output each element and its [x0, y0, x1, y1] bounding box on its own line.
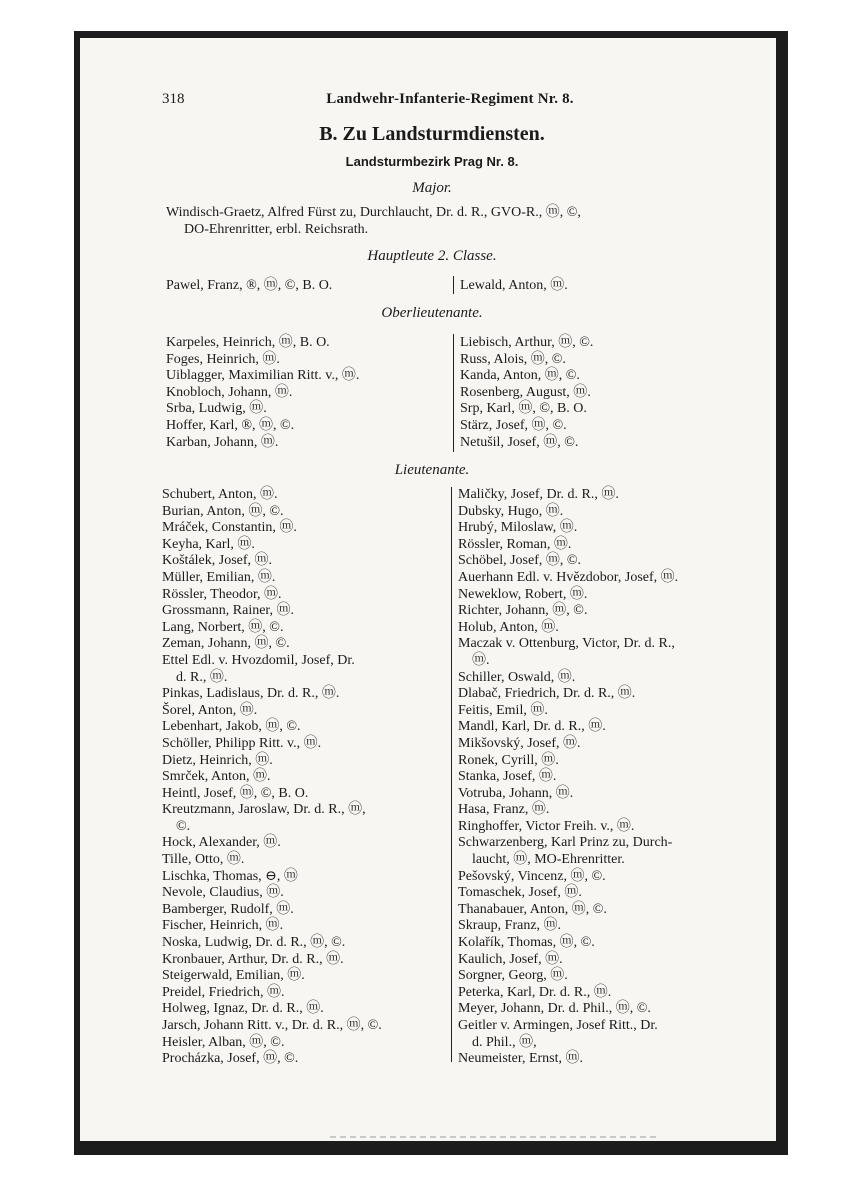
list-item: Tomaschek, Josef, ⓜ.	[458, 885, 582, 901]
list-item: Dlabač, Friedrich, Dr. d. R., ⓜ.	[458, 686, 636, 702]
list-item: Tille, Otto, ⓜ.	[162, 852, 245, 868]
list-item-continuation: ©.	[176, 818, 191, 834]
list-item: Mráček, Constantin, ⓜ.	[162, 520, 297, 536]
oberlieutenante-left-column	[166, 335, 448, 451]
list-item: Holub, Anton, ⓜ.	[458, 619, 559, 635]
list-item: Lang, Norbert, ⓜ, ©.	[162, 619, 284, 635]
list-item: Kanda, Anton, ⓜ, ©.	[460, 368, 580, 384]
list-item: Meyer, Johann, Dr. d. Phil., ⓜ, ©.	[458, 1001, 651, 1017]
list-item: Preidel, Friedrich, ⓜ.	[162, 984, 285, 1000]
list-item: Bamberger, Rudolf, ⓜ.	[162, 901, 294, 917]
list-item: Foges, Heinrich, ⓜ.	[166, 351, 280, 367]
column-divider	[453, 334, 454, 452]
list-item-continuation: laucht, ⓜ, MO-Ehrenritter.	[472, 852, 625, 868]
list-item: Schöller, Philipp Ritt. v., ⓜ.	[162, 735, 322, 751]
list-item: Kaulich, Josef, ⓜ.	[458, 951, 563, 967]
list-item: Rosenberg, August, ⓜ.	[460, 384, 591, 400]
list-item: Ettel Edl. v. Hvozdomil, Josef, Dr.	[162, 652, 355, 668]
rank-heading-hauptleute: Hauptleute 2. Classe.	[367, 248, 497, 264]
list-item: Peterka, Karl, Dr. d. R., ⓜ.	[458, 984, 612, 1000]
list-item: Schöbel, Josef, ⓜ, ©.	[458, 553, 582, 569]
list-item: Mandl, Karl, Dr. d. R., ⓜ.	[458, 719, 606, 735]
major-entry-line-2: DO-Ehrenritter, erbl. Reichsrath.	[184, 222, 369, 237]
list-item: Maličky, Josef, Dr. d. R., ⓜ.	[458, 487, 619, 502]
list-item: Holweg, Ignaz, Dr. d. R., ⓜ.	[162, 1001, 324, 1017]
list-item: Neumeister, Ernst, ⓜ.	[458, 1051, 584, 1067]
list-item: Rössler, Theodor, ⓜ.	[162, 586, 282, 602]
list-item: Netušil, Josef, ⓜ, ©.	[460, 434, 579, 450]
list-item: Srp, Karl, ⓜ, ©, B. O.	[460, 401, 587, 417]
list-item: Hrubý, Miloslaw, ⓜ.	[458, 520, 578, 536]
list-item: Nevole, Claudius, ⓜ.	[162, 885, 284, 901]
list-item: Votruba, Johann, ⓜ.	[458, 785, 574, 801]
list-item-continuation: d. R., ⓜ.	[176, 669, 228, 685]
running-title: Landwehr-Infanterie-Regiment Nr. 8.	[326, 91, 574, 107]
list-item: Ronek, Cyrill, ⓜ.	[458, 752, 559, 768]
list-item: Sorgner, Georg, ⓜ.	[458, 968, 568, 984]
column-divider	[453, 276, 454, 294]
list-item: Kreutzmann, Jaroslaw, Dr. d. R., ⓜ,	[162, 802, 366, 818]
list-item: Russ, Alois, ⓜ, ©.	[460, 351, 566, 367]
list-item: Neweklow, Robert, ⓜ.	[458, 586, 588, 602]
list-item: Hoffer, Karl, ®, ⓜ, ©.	[166, 417, 295, 433]
list-item: Karpeles, Heinrich, ⓜ, B. O.	[166, 335, 330, 350]
list-item: Uiblagger, Maximilian Ritt. v., ⓜ.	[166, 368, 360, 384]
list-item: Steigerwald, Emilian, ⓜ.	[162, 968, 305, 984]
lieutenante-left-column	[162, 487, 448, 1068]
rank-heading-lieutenante: Lieutenante.	[394, 462, 470, 478]
list-item: Kronbauer, Arthur, Dr. d. R., ⓜ.	[162, 951, 344, 967]
list-item-continuation: ⓜ.	[472, 652, 490, 668]
list-item: Skraup, Franz, ⓜ.	[458, 918, 562, 934]
list-item: Knobloch, Johann, ⓜ.	[166, 384, 293, 400]
list-item: Grossmann, Rainer, ⓜ.	[162, 603, 295, 619]
page-number: 318	[162, 91, 185, 107]
list-item: Liebisch, Arthur, ⓜ, ©.	[460, 335, 594, 350]
list-item: Stanka, Josef, ⓜ.	[458, 769, 557, 785]
list-item: Heisler, Alban, ⓜ, ©.	[162, 1034, 285, 1050]
rank-heading-oberlieutenante: Oberlieutenante.	[381, 305, 483, 321]
list-item: Lebenhart, Jakob, ⓜ, ©.	[162, 719, 301, 735]
list-item: Thanabauer, Anton, ⓜ, ©.	[458, 901, 607, 917]
list-item: Schubert, Anton, ⓜ.	[162, 487, 278, 502]
rank-heading-major: Major.	[412, 180, 452, 196]
list-item: Zeman, Johann, ⓜ, ©.	[162, 636, 290, 652]
list-item: Schiller, Oswald, ⓜ.	[458, 669, 576, 685]
oberlieutenante-right-column	[460, 335, 760, 451]
list-item: Koštálek, Josef, ⓜ.	[162, 553, 273, 569]
list-item: Hasa, Franz, ⓜ.	[458, 802, 550, 818]
show-through-artifact	[330, 1136, 660, 1138]
list-item: Pešovský, Vincenz, ⓜ, ©.	[458, 868, 606, 884]
list-item: Jarsch, Johann Ritt. v., Dr. d. R., ⓜ, ©.	[162, 1018, 382, 1033]
list-item: Stärz, Josef, ⓜ, ©.	[460, 417, 567, 433]
list-item: Lischka, Thomas, ⊖, ⓜ	[162, 868, 298, 884]
list-item: Karban, Johann, ⓜ.	[166, 434, 279, 450]
list-item: Dietz, Heinrich, ⓜ.	[162, 752, 273, 768]
list-item: Maczak v. Ottenburg, Victor, Dr. d. R.,	[458, 636, 675, 652]
list-item: Burian, Anton, ⓜ, ©.	[162, 503, 284, 519]
list-item: Fischer, Heinrich, ⓜ.	[162, 918, 284, 934]
lieutenante-right-column	[458, 487, 758, 1068]
list-item: Dubsky, Hugo, ⓜ.	[458, 503, 564, 519]
list-item: Auerhann Edl. v. Hvězdobor, Josef, ⓜ.	[458, 569, 679, 585]
list-item: Richter, Johann, ⓜ, ©.	[458, 603, 588, 619]
hauptleute-left-entry: Pawel, Franz, ®, ⓜ, ©, B. O.	[166, 278, 333, 293]
list-item: Müller, Emilian, ⓜ.	[162, 569, 276, 585]
list-item: Šorel, Anton, ⓜ.	[162, 702, 258, 718]
list-item: Ringhoffer, Victor Freih. v., ⓜ.	[458, 818, 635, 834]
list-item: Mikšovský, Josef, ⓜ.	[458, 735, 581, 751]
list-item: Kolařík, Thomas, ⓜ, ©.	[458, 935, 595, 951]
list-item: Hock, Alexander, ⓜ.	[162, 835, 281, 851]
major-entry-line-1: Windisch-Graetz, Alfred Fürst zu, Durchlaucht, Dr. d. R., GVO-R., ⓜ, ©,	[166, 205, 581, 220]
list-item: Geitler v. Armingen, Josef Ritt., Dr.	[458, 1018, 658, 1033]
list-item: Schwarzenberg, Karl Prinz zu, Durch-	[458, 835, 673, 851]
list-item: Smrček, Anton, ⓜ.	[162, 769, 271, 785]
list-item: Noska, Ludwig, Dr. d. R., ⓜ, ©.	[162, 935, 346, 951]
running-head	[150, 91, 790, 111]
column-divider	[451, 487, 452, 1062]
list-item: Feitis, Emil, ⓜ.	[458, 702, 548, 718]
list-item-continuation: d. Phil., ⓜ,	[472, 1034, 537, 1050]
section-title: B. Zu Landsturmdiensten.	[319, 123, 545, 145]
list-item: Pinkas, Ladislaus, Dr. d. R., ⓜ.	[162, 686, 340, 702]
subsection-title: Landsturmbezirk Prag Nr. 8.	[345, 154, 519, 169]
list-item: Srba, Ludwig, ⓜ.	[166, 401, 267, 417]
list-item: Procházka, Josef, ⓜ, ©.	[162, 1051, 299, 1067]
hauptleute-right-entry: Lewald, Anton, ⓜ.	[460, 278, 568, 293]
list-item: Keyha, Karl, ⓜ.	[162, 536, 255, 552]
list-item: Heintl, Josef, ⓜ, ©, B. O.	[162, 785, 309, 801]
list-item: Rössler, Roman, ⓜ.	[458, 536, 572, 552]
